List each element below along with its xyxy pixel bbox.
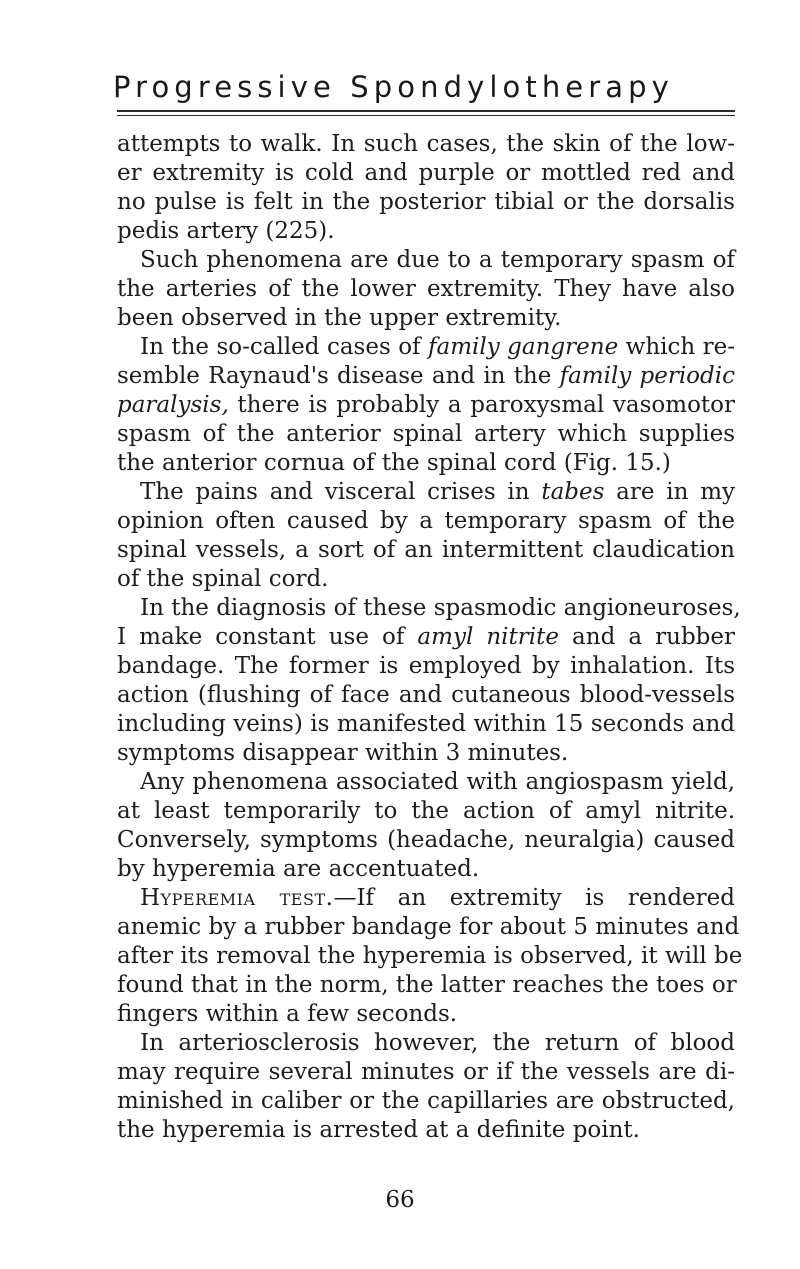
body-text: [117, 130, 743, 1145]
section-heading-inline: Hyperemia test.: [140, 885, 334, 911]
paragraph: [117, 884, 743, 1029]
text-line: by hyperemia are accentuated.: [117, 856, 480, 882]
text-line: anemic by a rubber bandage for about 5 minutes and: [117, 914, 740, 940]
text-line: after its removal the hyperemia is observed, it will be: [117, 943, 743, 969]
text-line: the arteries of the lower extremity. They have also: [117, 276, 735, 302]
text-run: The pains and visceral crises in: [140, 479, 542, 505]
text-run: and a rubber: [558, 624, 735, 650]
text-line: opinion often caused by a temporary spasm of the: [117, 508, 735, 534]
text-line: may require several minutes or if the vessels are di-: [117, 1059, 735, 1085]
paragraph: [117, 594, 741, 768]
paragraph: [117, 333, 735, 478]
paragraph: [117, 768, 735, 884]
header-rule-thick: [117, 110, 735, 112]
paragraph: [117, 1029, 735, 1145]
text-line: [117, 478, 735, 507]
text-line: Such phenomena are due to a temporary spasm of: [140, 247, 735, 273]
text-run: —If an extremity is rendered: [333, 885, 735, 911]
text-line: [117, 884, 735, 913]
text-line: [117, 362, 735, 391]
text-run: there is probably a paroxysmal vasomotor: [228, 392, 735, 418]
text-line: of the spinal cord.: [117, 566, 329, 592]
paragraph: [117, 246, 735, 333]
text-line: Conversely, symptoms (headache, neuralgia) caused: [117, 827, 735, 853]
text-line: er extremity is cold and purple or mottled red and: [117, 160, 735, 186]
text-line: pedis artery (225).: [117, 218, 335, 244]
italic-term: amyl nitrite: [417, 624, 559, 650]
text-line: found that in the norm, the latter reaches the toes or: [117, 972, 737, 998]
text-line: been observed in the upper extremity.: [117, 305, 562, 331]
text-line: attempts to walk. In such cases, the skin of the low-: [117, 131, 735, 157]
italic-term: family gangrene: [428, 334, 619, 360]
text-run: are in my: [604, 479, 735, 505]
italic-term: tabes: [541, 479, 605, 505]
text-line: Any phenomena associated with angiospasm yield,: [140, 769, 735, 795]
text-line: [117, 623, 735, 652]
text-line: no pulse is felt in the posterior tibial or the dorsalis: [117, 189, 735, 215]
text-line: bandage. The former is employed by inhalation. Its: [117, 653, 735, 679]
text-line: fingers within a few seconds.: [117, 1001, 458, 1027]
page-number: 66: [385, 1187, 415, 1213]
paragraph: [117, 478, 735, 594]
text-line: In the diagnosis of these spasmodic angioneuroses,: [140, 595, 741, 621]
text-line: the hyperemia is arrested at a definite point.: [117, 1117, 640, 1143]
text-line: [117, 333, 735, 362]
text-run: In the so-called cases of: [140, 334, 428, 360]
text-line: action (flushing of face and cutaneous blood-vessels: [117, 682, 735, 708]
text-line: including veins) is manifested within 15 seconds and: [117, 711, 735, 737]
text-run: which re-: [618, 334, 735, 360]
italic-term: paralysis,: [117, 392, 229, 418]
text-line: spinal vessels, a sort of an intermittent claudication: [117, 537, 735, 563]
text-line: symptoms disappear within 3 minutes.: [117, 740, 569, 766]
running-header: Progressive Spondylotherapy: [113, 70, 674, 104]
header-rule-thin: [117, 115, 735, 116]
text-run: semble Raynaud's disease and in the: [117, 363, 560, 389]
text-line: [117, 391, 735, 420]
text-line: at least temporarily to the action of amyl nitrite.: [117, 798, 735, 824]
paragraph: [117, 130, 735, 246]
text-run: I make constant use of: [117, 624, 418, 650]
text-line: spasm of the anterior spinal artery which supplies: [117, 421, 735, 447]
text-line: the anterior cornua of the spinal cord (Fig. 15.): [117, 450, 671, 476]
text-line: minished in caliber or the capillaries are obstructed,: [117, 1088, 735, 1114]
italic-term: family periodic: [559, 363, 735, 389]
text-line: In arteriosclerosis however, the return of blood: [140, 1030, 735, 1056]
